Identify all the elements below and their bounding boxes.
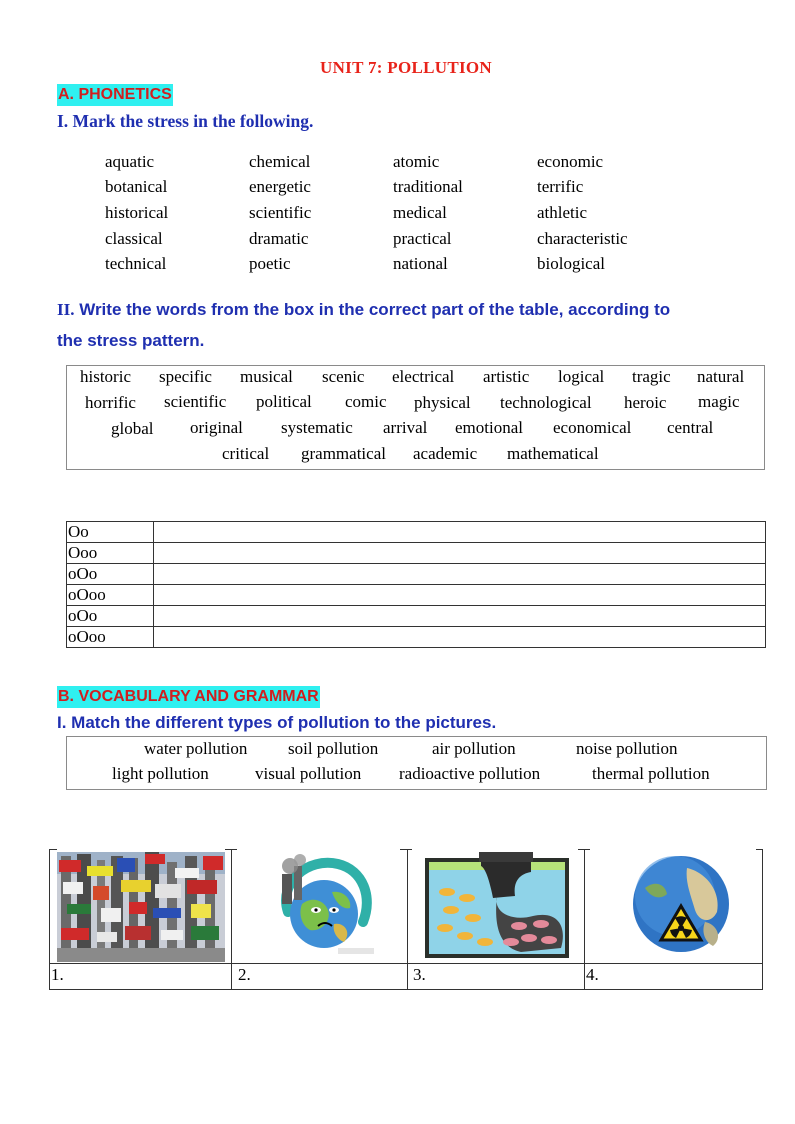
box-word: magic (698, 392, 740, 411)
word-item: terrific (537, 177, 584, 196)
task-b1-instruction: I. Match the different types of pollution to the pictures. (57, 713, 497, 732)
box-word: artistic (483, 367, 530, 386)
box-word: soil pollution (288, 739, 379, 758)
word-item: classical (105, 229, 163, 248)
stress-pattern-table (66, 521, 766, 648)
table-border (49, 849, 50, 990)
word-item: chemical (249, 152, 311, 171)
task-a2-line2: the stress pattern. (57, 331, 205, 350)
pattern-label: oOo (67, 564, 154, 585)
answer-cell[interactable] (154, 564, 766, 585)
word-item: practical (393, 229, 452, 248)
table-border (407, 849, 408, 990)
word-item: national (393, 254, 448, 273)
table-row (67, 564, 766, 585)
section-b-heading: B. VOCABULARY AND GRAMMAR (57, 686, 320, 708)
box-word: technological (500, 393, 592, 412)
box-word: grammatical (301, 444, 386, 463)
box-word: noise pollution (576, 739, 678, 758)
table-border (756, 849, 763, 850)
word-item: scientific (249, 203, 312, 222)
pattern-label: oOo (67, 606, 154, 627)
answer-cell[interactable] (154, 606, 766, 627)
box-word: global (111, 419, 154, 438)
word-item: characteristic (537, 229, 628, 248)
word-item: aquatic (105, 152, 155, 171)
answer-cell[interactable] (154, 585, 766, 606)
box-word: systematic (281, 418, 353, 437)
pattern-label: Ooo (67, 543, 154, 564)
table-row (67, 522, 766, 543)
answer-cell[interactable] (154, 627, 766, 648)
word-item: poetic (249, 254, 291, 273)
task-a2-number: II. (57, 300, 75, 319)
table-border (584, 849, 585, 990)
box-word: heroic (624, 393, 667, 412)
box-word: economical (553, 418, 632, 437)
box-word: academic (413, 444, 478, 463)
box-word: mathematical (507, 444, 599, 463)
word-item: technical (105, 254, 167, 273)
word-item: historical (105, 203, 169, 222)
word-item: economic (537, 152, 604, 171)
box-word: original (190, 418, 243, 437)
pattern-label: oOoo (67, 627, 154, 648)
box-word: air pollution (432, 739, 516, 758)
table-border (49, 963, 763, 964)
table-row (67, 627, 766, 648)
box-word: scientific (164, 392, 227, 411)
word-item: medical (393, 203, 447, 222)
picture-number: 3. (413, 965, 426, 984)
table-border (762, 849, 763, 990)
word-item: traditional (393, 177, 463, 196)
box-word: water pollution (144, 739, 248, 758)
box-word: logical (558, 367, 605, 386)
box-word: specific (159, 367, 212, 386)
answer-cell[interactable] (154, 543, 766, 564)
answer-cell[interactable] (154, 522, 766, 543)
word-item: energetic (249, 177, 311, 196)
street-signs-image (57, 852, 225, 962)
picture-number: 1. (51, 965, 64, 984)
section-a-heading: A. PHONETICS (57, 84, 173, 106)
box-word: critical (222, 444, 270, 463)
table-row (67, 606, 766, 627)
box-word: tragic (632, 367, 671, 386)
polluted-earth-image (268, 852, 378, 957)
box-word: horrific (85, 393, 136, 412)
pattern-label: Oo (67, 522, 154, 543)
box-word: musical (240, 367, 293, 386)
box-word: political (256, 392, 312, 411)
page-title: UNIT 7: POLLUTION (320, 58, 492, 77)
pipe-fish-image (423, 852, 571, 960)
box-word: central (667, 418, 714, 437)
box-word: emotional (455, 418, 523, 437)
word-item: athletic (537, 203, 588, 222)
task-a2-line1: Write the words from the box in the correct part of the table, according to (74, 300, 671, 319)
table-row (67, 543, 766, 564)
box-word: radioactive pollution (399, 764, 541, 783)
box-word: visual pollution (255, 764, 362, 783)
picture-number: 2. (238, 965, 251, 984)
box-word: natural (697, 367, 745, 386)
word-item: dramatic (249, 229, 309, 248)
table-border (49, 989, 763, 990)
radioactive-globe-image (625, 852, 740, 957)
box-word: light pollution (112, 764, 209, 783)
task-a1-instruction: I. Mark the stress in the following. (57, 111, 314, 131)
word-item: atomic (393, 152, 440, 171)
table-border (49, 849, 57, 850)
table-border (400, 849, 412, 850)
box-word: scenic (322, 367, 365, 386)
picture-number: 4. (586, 965, 599, 984)
table-border (231, 849, 232, 990)
box-word: comic (345, 392, 387, 411)
word-item: botanical (105, 177, 168, 196)
word-item: biological (537, 254, 605, 273)
box-word: physical (414, 393, 471, 412)
table-row (67, 585, 766, 606)
box-word: electrical (392, 367, 455, 386)
box-word: arrival (383, 418, 428, 437)
task-a2-instruction (57, 300, 777, 320)
box-word: thermal pollution (592, 764, 710, 783)
pattern-label: oOoo (67, 585, 154, 606)
box-word: historic (80, 367, 131, 386)
